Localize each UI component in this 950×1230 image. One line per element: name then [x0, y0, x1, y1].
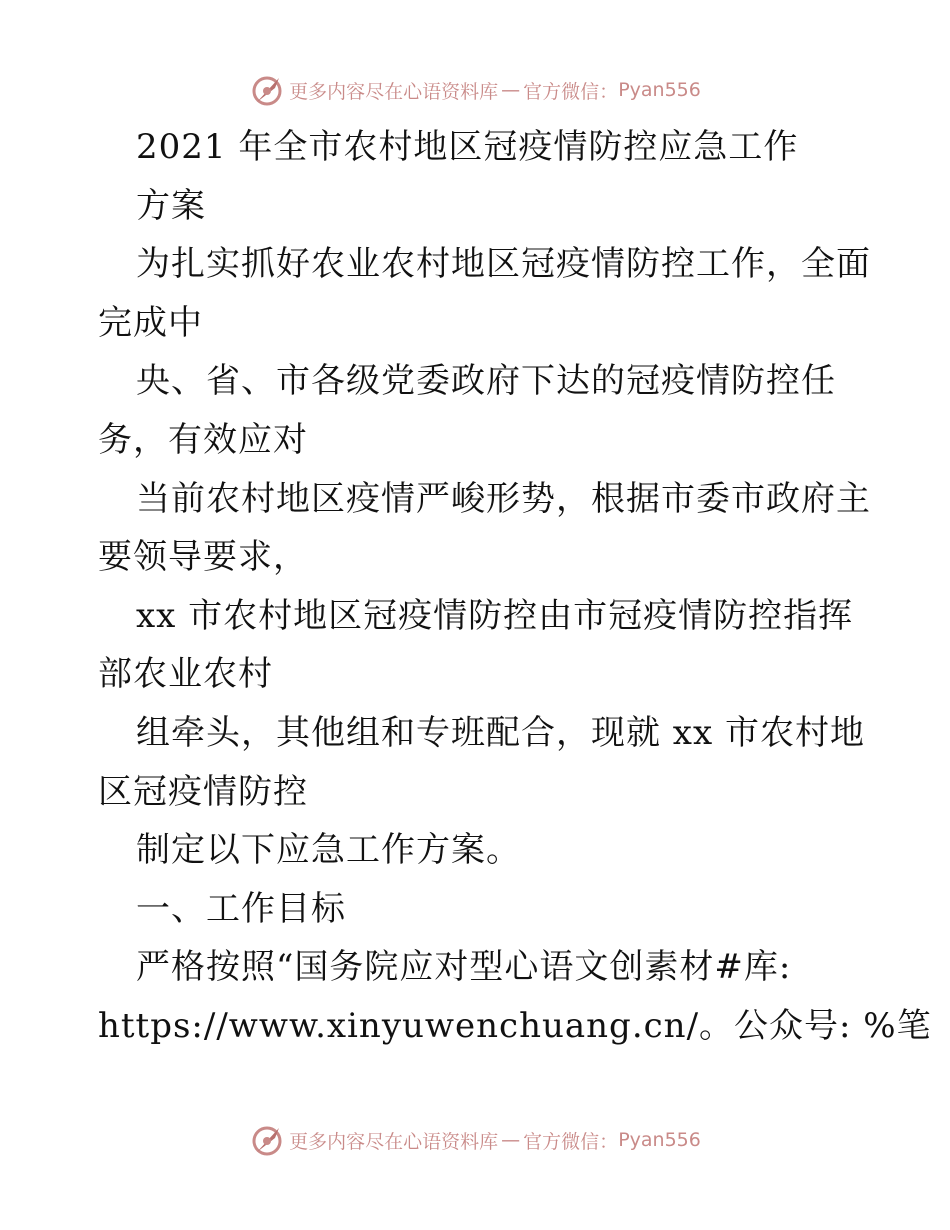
doc-paragraph-line: xx 市农村地区冠疫情防控由市冠疫情防控指挥	[136, 595, 854, 636]
doc-paragraph-line: 部农业农村	[98, 654, 273, 695]
doc-paragraph-line: https://www.xinyuwenchuang.cn/。公众号: %笔	[98, 1005, 932, 1046]
watermark-wechat-label: 官方微信：	[523, 1130, 619, 1153]
watermark-text: 更多内容尽在心语资料库	[289, 80, 499, 103]
doc-paragraph-line: 制定以下应急工作方案。	[136, 830, 521, 871]
quill-circle-logo-icon	[249, 72, 285, 108]
doc-paragraph-line: 完成中	[98, 302, 203, 343]
doc-paragraph-line: 组牵头，其他组和专班配合，现就 xx 市农村地	[136, 712, 865, 753]
doc-section-heading: 一、工作目标	[136, 888, 346, 929]
watermark-separator: —	[501, 79, 521, 101]
doc-paragraph-line: 为扎实抓好农业农村地区冠疫情防控工作，全面	[136, 244, 871, 285]
watermark-wechat-id: Pyan556	[618, 79, 701, 101]
doc-title-line-1: 2021 年全市农村地区冠疫情防控应急工作	[136, 127, 799, 167]
doc-paragraph-line: 央、省、市各级党委政府下达的冠疫情防控任	[136, 361, 836, 402]
header-watermark	[0, 70, 950, 110]
doc-paragraph-line: 务，有效应对	[98, 419, 308, 460]
doc-paragraph-line: 当前农村地区疫情严峻形势，根据市委市政府主	[136, 478, 871, 519]
watermark-text: 更多内容尽在心语资料库	[289, 1130, 499, 1153]
watermark-wechat-label: 官方微信：	[523, 80, 619, 103]
doc-title-line-2: 方案	[136, 185, 206, 226]
watermark-separator: —	[501, 1129, 521, 1151]
watermark-wechat-id: Pyan556	[618, 1129, 701, 1151]
document-body	[98, 118, 932, 1056]
doc-paragraph-line: 要领导要求，	[98, 537, 308, 578]
quill-circle-logo-icon	[249, 1122, 285, 1158]
doc-paragraph-line: 区冠疫情防控	[98, 771, 308, 812]
footer-watermark	[0, 1120, 950, 1160]
doc-paragraph-line: 严格按照“国务院应对型心语文创素材#库:	[136, 947, 792, 988]
